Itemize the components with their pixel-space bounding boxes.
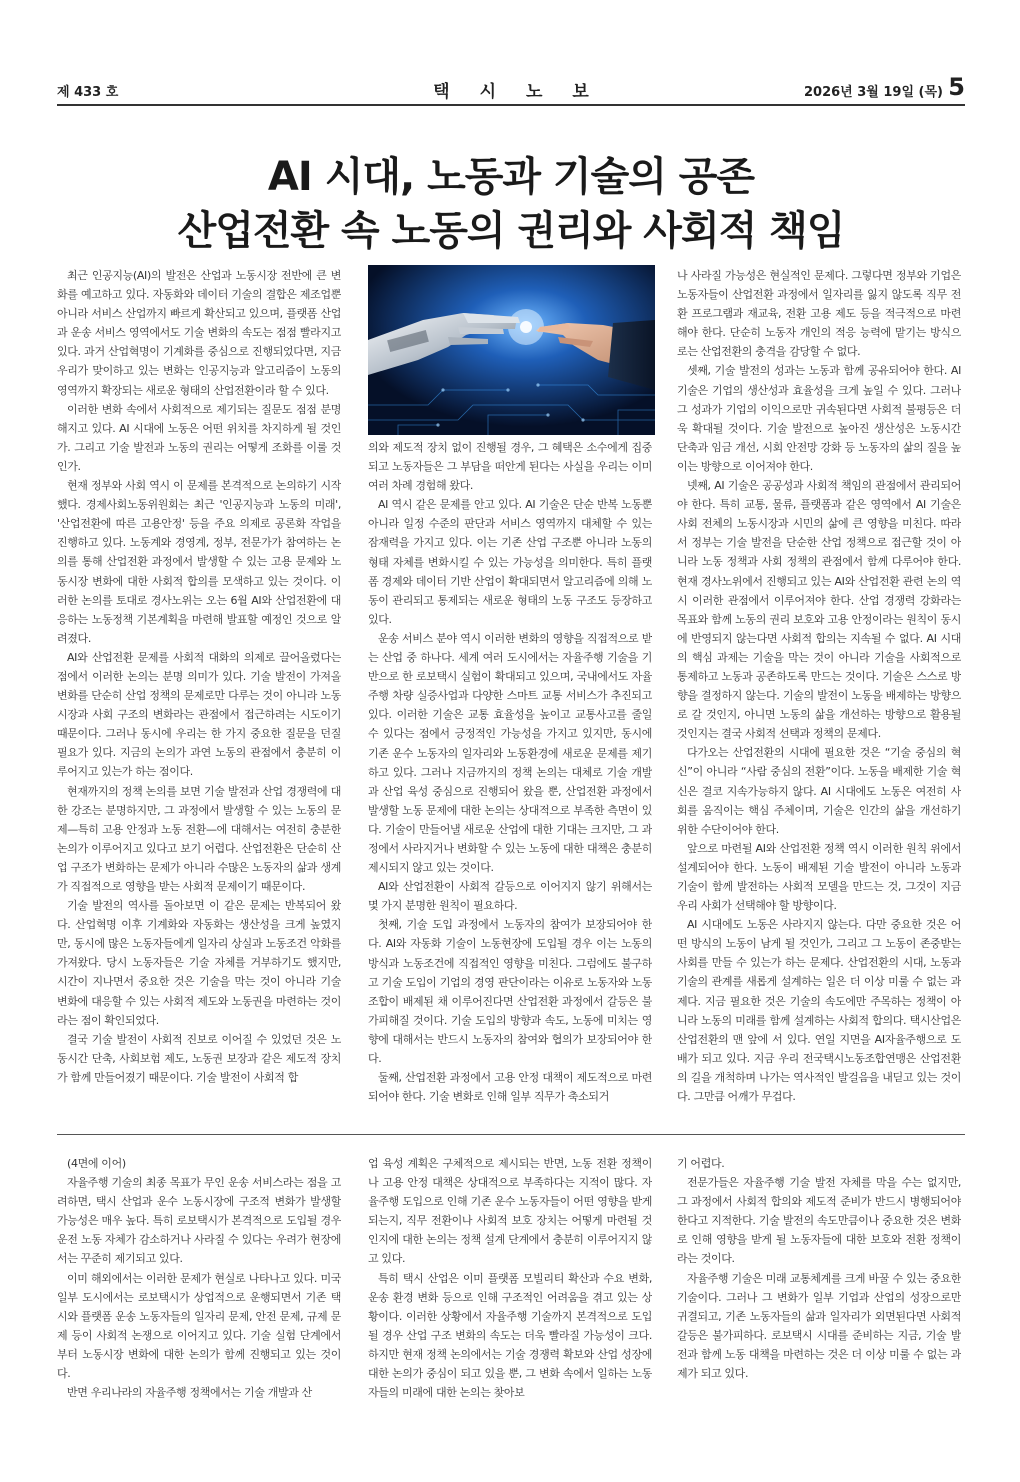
photo-illustration	[368, 265, 655, 435]
article-paragraph: 업 육성 계획은 구체적으로 제시되는 반면, 노동 전환 정책이나 고용 안정 대책은 상대적으로 부족하다는 지적이 많다. 자율주행 도입으로 인해 기존 운수 노동자들이 어떤 영향을 받게 되는지, 직무 전환이나 사회적 보호 장치는 어떻게 마련될 것인지에 대한 논의는 정책 설계 단계에서 충분히 이루어지지 않고 있다.	[368, 1157, 652, 1266]
article-paragraph: 자율주행 기술은 미래 교통체계를 크게 바꿀 수 있는 중요한 기술이다. 그러나 그 변화가 일부 기업과 산업의 성장으로만 귀결되고, 기존 노동자들의 삶과 일자리가 외면된다면 사회적 갈등은 불가피하다. 로보택시 시대를 준비하는 지금, 기술 발전과 함께 노동 대책을 마련하는 것은 더 이상 미룰 수 없는 과제가 되고 있다.	[677, 1271, 961, 1381]
article-paragraph: 결국 기술 발전이 사회적 진보로 이어질 수 있었던 것은 노동시간 단축, 사회보험 제도, 노동권 보장과 같은 제도적 장치가 함께 만들어졌기 때문이다. 기술 발전이 사회적 합	[57, 1032, 341, 1084]
page-header	[57, 73, 965, 102]
headline-line-2: 산업전환 속 노동의 권리와 사회적 책임	[177, 208, 845, 254]
article-paragraph: AI와 산업전환 문제를 사회적 대화의 의제로 끌어올렸다는 점에서 이러한 논의는 분명 의미가 있다. 기술 발전이 가져올 변화를 단순히 산업 정책의 문제로만 다루는 것이 아니라 노동시장과 사회 구조의 변화라는 관점에서 접근하려는 시도이기 때문이다. 그러나 동시에 우리는 한 가지 중요한 질문을 던질 필요가 있다. 지금의 논의가 과연 노동의 관점에서 충분히 이루어지고 있는가 하는 점이다.	[57, 650, 341, 779]
article-paragraph: 현재까지의 정책 논의를 보면 기술 발전과 산업 경쟁력에 대한 강조는 분명하지만, 그 과정에서 발생할 수 있는 노동의 문제—특히 고용 안정과 노동 전환—에 대해서는 여전히 충분한 논의가 이루어지고 있다고 보기 어렵다. 산업전환은 단순히 산업 구조가 변화하는 문제가 아니라 수많은 노동자의 삶과 생계가 직접적으로 영향을 받는 사회적 문제이기 때문이다.	[57, 784, 341, 893]
article-paragraph: 넷째, AI 기술은 공공성과 사회적 책임의 관점에서 관리되어야 한다. 특히 교통, 물류, 플랫폼과 같은 영역에서 AI 기술은 사회 전체의 노동시장과 시민의 삶에 큰 영향을 미친다. 따라서 정부는 기술 발전을 단순한 산업 정책으로 접근할 것이 아니라 노동 정책과 사회 정책의 관점에서 함께 다루어야 한다. 현재 경사노위에서 진행되고 있는 AI와 산업전환 관련 논의 역시 이러한 관점에서 이루어져야 한다. 산업 경쟁력 강화라는 목표와 함께 노동의 권리 보호와 고용 안정이라는 원칙이 동시에 반영되지 않는다면 사회적 합의는 지속될 수 없다. AI 시대의 핵심 과제는 기술을 막는 것이 아니라 기술을 사회적으로 통제하고 노동과 공존하도록 만드는 것이다. 기술은 스스로 방향을 결정하지 않는다. 기술의 발전이 노동을 배제하는 방향으로 갈 것인지, 아니면 노동의 삶을 개선하는 방향으로 활용될 것인지는 결국 사회적 선택과 정책의 문제다.	[677, 479, 961, 741]
article-paragraph: 기 어렵다.	[677, 1157, 725, 1170]
article-paragraph: 나 사라질 가능성은 현실적인 문제다. 그렇다면 정부와 기업은 노동자들이 산업전환 과정에서 일자리를 잃지 않도록 직무 전환 프로그램과 재교육, 전환 고용 제도 등을 적극적으로 마련해야 한다. 단순히 노동자 개인의 적응 능력에 맡기는 방식으로는 산업전환의 충격을 감당할 수 없다.	[677, 269, 961, 359]
robot-hand-human-hand-image	[368, 265, 655, 435]
article-column-1	[57, 266, 341, 1126]
article-column-2	[368, 438, 652, 1126]
article-paragraph: 둘째, 산업전환 과정에서 고용 안정 대책이 제도적으로 마련되어야 한다. 기술 변화로 인해 일부 직무가 축소되거	[368, 1071, 652, 1104]
article-paragraph: 반면 우리나라의 자율주행 정책에서는 기술 개발과 산	[67, 1386, 312, 1400]
article-paragraph: 특히 택시 산업은 이미 플랫폼 모빌리티 확산과 수요 변화, 운송 환경 변화 등으로 인해 구조적인 어려움을 겪고 있는 상황이다. 이러한 상황에서 자율주행 기술까지 본격적으로 도입될 경우 산업 구조 변화의 속도는 더욱 빨라질 가능성이 크다. 하지만 현재 정책 논의에서는 기술 경쟁력 확보와 산업 성장에 대한 논의가 중심이 되고 있을 뿐, 그 변화 속에서 일하는 노동자들의 미래에 대한 논의는 찾아보	[368, 1271, 652, 1400]
article-paragraph: 다가오는 산업전환의 시대에 필요한 것은 “기술 중심의 혁신”이 아니라 “사람 중심의 전환”이다. 노동을 배제한 기술 혁신은 결코 지속가능하지 않다. AI 시대에도 노동은 여전히 사회를 움직이는 핵심 주체이며, 기술은 인간의 삶을 개선하기 위한 수단이어야 한다.	[677, 746, 961, 836]
headline-line-1: AI 시대, 노동과 기술의 공존	[267, 154, 755, 200]
article-paragraph: 기술 발전의 역사를 돌아보면 이 같은 문제는 반복되어 왔다. 산업혁명 이후 기계화와 자동화는 생산성을 크게 높였지만, 동시에 많은 노동자들에게 일자리 상실과 노동조건 악화를 가져왔다. 당시 노동자들은 기술 자체를 거부하기도 했지만, 시간이 지나면서 중요한 것은 기술을 막는 것이 아니라 기술 변화에 대응할 수 있는 사회적 제도와 노동권을 마련하는 것이라는 점이 확인되었다.	[57, 899, 341, 1027]
article-paragraph: 최근 인공지능(AI)의 발전은 산업과 노동시장 전반에 큰 변화를 예고하고 있다. 자동화와 데이터 기술의 결합은 제조업뿐 아니라 서비스 산업까지 빠르게 확산되고 있으며, 플랫폼 산업과 운송 서비스 영역에서도 기술 변화의 속도는 점점 빨라지고 있다. 과거 산업혁명이 기계화를 중심으로 진행되었다면, 지금 우리가 맞이하고 있는 변화는 인공지능과 알고리즘이 노동의 영역까지 확장되는 새로운 형태의 산업전환이라 할 수 있다.	[57, 269, 341, 397]
section-divider	[57, 1134, 965, 1135]
article-paragraph: 의와 제도적 장치 없이 진행될 경우, 그 혜택은 소수에게 집중되고 노동자들은 그 부담을 떠안게 된다는 사실을 우리는 이미 여러 차례 경험해 왔다.	[368, 441, 652, 493]
issue-date: 2026년 3월 19일 (목)	[803, 85, 943, 100]
article-paragraph: AI와 산업전환이 사회적 갈등으로 이어지지 않기 위해서는 몇 가지 분명한 원칙이 필요하다.	[368, 880, 652, 913]
article-paragraph: 운송 서비스 분야 역시 이러한 변화의 영향을 직접적으로 받는 산업 중 하나다. 세계 여러 도시에서는 자율주행 기술을 기반으로 한 로보택시 실험이 확대되고 있으며, 국내에서도 자율주행 차량 실증사업과 다양한 스마트 교통 서비스가 추진되고 있다. 이러한 기술은 교통 효율성을 높이고 교통사고를 줄일 수 있다는 점에서 긍정적인 가능성을 가지고 있지만, 동시에 기존 운수 노동자의 일자리와 노동환경에 새로운 문제를 제기하고 있다. 그러나 지금까지의 정책 논의는 대체로 기술 개발과 산업 육성 중심으로 진행되어 왔을 뿐, 산업전환 과정에서 발생할 노동 문제에 대한 논의는 상대적으로 부족한 측면이 있다. 기술이 만들어낼 새로운 산업에 대한 기대는 크지만, 그 과정에서 사라지거나 변화할 수 있는 노동에 대한 대책은 충분히 제시되지 않고 있는 것이다.	[368, 631, 652, 875]
continued-column-3	[677, 1154, 961, 1404]
article-paragraph: 자율주행 기술의 최종 목표가 무인 운송 서비스라는 점을 고려하면, 택시 산업과 운수 노동시장에 구조적 변화가 발생할 가능성은 매우 높다. 특히 로보택시가 본격적으로 도입될 경우 운전 노동 자체가 감소하거나 사라질 수 있다는 우려가 현장에서는 꾸준히 제기되고 있다.	[57, 1176, 341, 1266]
article-paragraph: 이미 해외에서는 이러한 문제가 현실로 나타나고 있다. 미국 일부 도시에서는 로보택시가 상업적으로 운행되면서 기존 택시와 플랫폼 운송 노동자들의 일자리 문제, 안전 문제, 규제 문제 등이 사회적 논쟁으로 이어지고 있다. 기술 실험 단계에서부터 노동시장 변화에 대한 논의가 함께 진행되고 있는 것이다.	[57, 1271, 341, 1381]
continued-column-1	[57, 1154, 341, 1404]
header-divider	[57, 104, 965, 106]
article-paragraph: 앞으로 마련될 AI와 산업전환 정책 역시 이러한 원칙 위에서 설계되어야 한다. 노동이 배제된 기술 발전이 아니라 노동과 기술이 함께 발전하는 사회적 모델을 만드는 것, 그것이 지금 우리 사회가 선택해야 할 방향이다.	[677, 841, 961, 913]
article-paragraph: 이러한 변화 속에서 사회적으로 제기되는 질문도 점점 분명해지고 있다. AI 시대에 노동은 어떤 위치를 차지하게 될 것인가. 그리고 기술 발전과 노동의 권리는 어떻게 조화를 이룰 것인가.	[57, 402, 341, 473]
page-number: 5	[948, 73, 965, 101]
article-paragraph: 셋째, 기술 발전의 성과는 노동과 함께 공유되어야 한다. AI 기술은 기업의 생산성과 효율성을 크게 높일 수 있다. 그러나 그 성과가 기업의 이익으로만 귀속된다면 사회적 불평등은 더욱 확대될 것이다. 기술 발전으로 높아진 생산성은 노동시간 단축과 임금 개선, 시회 안전망 강화 등 노동자의 삶의 질을 높이는 방향으로 이어져야 한다.	[677, 364, 961, 473]
article-headline	[57, 150, 965, 258]
article-paragraph: AI 시대에도 노동은 사라지지 않는다. 다만 중요한 것은 어떤 방식의 노동이 남게 될 것인가, 그리고 그 노동이 존중받는 사회를 만들 수 있는가 하는 문제다. 산업전환의 시대, 노동과 기술의 관계를 새롭게 설계하는 일은 더 이상 미룰 수 없는 과제다. 지금 필요한 것은 기술의 속도에만 주목하는 정책이 아니라 노동의 미래를 함께 설계하는 사회적 합의다. 택시산업은 산업전환의 맨 앞에 서 있다. 연일 지면을 AI자율주행으로 도배가 되고 있다. 지금 우리 전국택시노동조합연맹은 산업전환의 길을 개척하며 나가는 역사적인 발걸음을 내딛고 있는 것이다. 그만큼 어깨가 무겁다.	[677, 918, 961, 1104]
newspaper-masthead: 택시노보	[433, 82, 619, 102]
article-paragraph: 현재 정부와 사회 역시 이 문제를 본격적으로 논의하기 시작했다. 경제사회노동위원회는 최근 '인공지능과 노동의 미래', '산업전환에 따른 고용안정' 등을 주요 의제로 공론화 작업을 진행하고 있다. 노동계와 경영계, 정부, 전문가가 참여하는 논의를 통해 산업전환 과정에서 발생할 수 있는 고용 문제와 노동시장 변화에 대한 사회적 합의를 모색하고 있는 것이다. 이러한 논의를 토대로 경사노위는 오는 6월 AI와 산업전환에 대응하는 노동정책 기본계획을 마련해 발표할 예정인 것으로 알려졌다.	[57, 479, 341, 645]
article-paragraph: (4면에 이어)	[67, 1157, 126, 1170]
article-paragraph: 전문가들은 자율주행 기술 발전 자체를 막을 수는 없지만, 그 과정에서 사회적 합의와 제도적 준비가 반드시 병행되어야 한다고 지적한다. 기술 발전의 속도만큼이나 중요한 것은 변화로 인해 영향을 받게 될 노동자들에 대한 보호와 전환 정책이라는 것이다.	[677, 1176, 961, 1266]
article-paragraph: 첫째, 기술 도입 과정에서 노동자의 참여가 보장되어야 한다. AI와 자동화 기술이 노동현장에 도입될 경우 이는 노동의 방식과 노동조건에 직접적인 영향을 미친다. 그럼에도 불구하고 기술 도입이 기업의 경영 판단이라는 이유로 노동자와 노동조합이 배제된 채 이루어진다면 산업전환 과정에서 갈등은 불가피해질 것이다. 기술 도입의 방향과 속도, 노동에 미치는 영향에 대해서는 반드시 노동자의 참여와 협의가 보장되어야 한다.	[368, 918, 652, 1065]
continued-column-2	[368, 1154, 652, 1404]
article-paragraph: AI 역시 같은 문제를 안고 있다. AI 기술은 단순 반복 노동뿐 아니라 일정 수준의 판단과 서비스 영역까지 대체할 수 있는 잠재력을 가지고 있다. 이는 기존 산업 구조뿐 아니라 노동의 형태 자체를 변화시킬 수 있는 가능성을 의미한다. 특히 플랫폼 경제와 데이터 기반 산업이 확대되면서 알고리즘에 의해 노동이 관리되고 통제되는 새로운 형태의 노동 구조도 등장하고 있다.	[368, 498, 652, 626]
article-column-3	[677, 266, 961, 1126]
issue-number: 제 433 호	[57, 85, 119, 100]
